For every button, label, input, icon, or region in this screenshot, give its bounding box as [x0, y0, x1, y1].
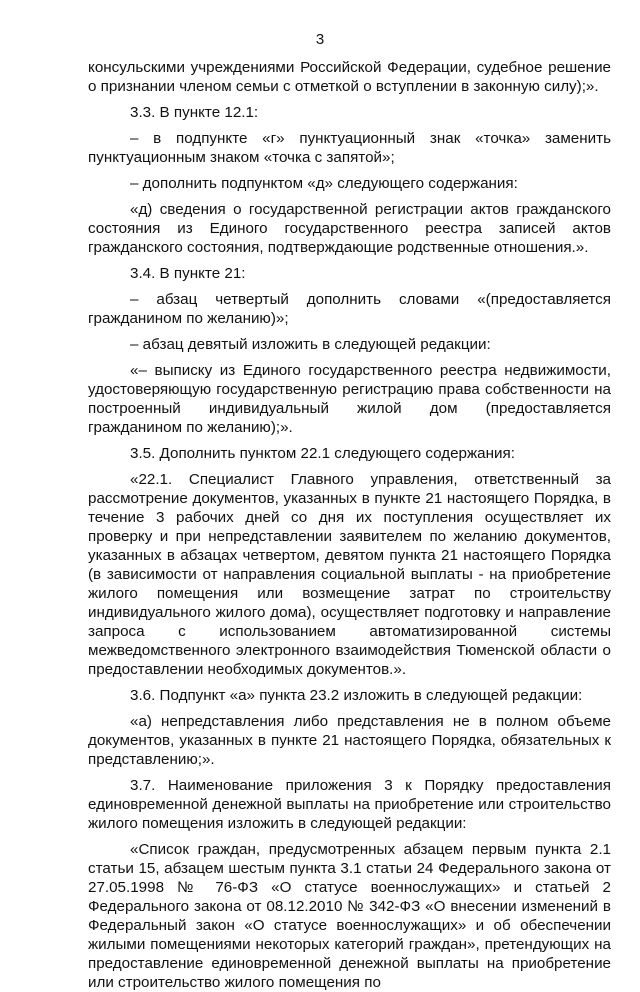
paragraph: 3.5. Дополнить пунктом 22.1 следующего содержания:: [130, 445, 515, 462]
paragraph: – в подпункте «г» пунктуационный знак «точка» заменить пунктуационным знаком «точка с запятой»;: [88, 130, 611, 166]
document-body: [88, 58, 611, 992]
paragraph: 3.3. В пункте 12.1:: [130, 104, 259, 121]
paragraph: 3.6. Подпункт «а» пункта 23.2 изложить в следующей редакции:: [130, 687, 583, 704]
paragraph: – абзац девятый изложить в следующей редакции:: [130, 336, 491, 353]
paragraph: «д) сведения о государственной регистрации актов гражданского состояния из Единого государственного реестра записей актов гражданского состояния, подтверждающие родственные отношения.».: [88, 201, 611, 256]
paragraph: – абзац четвертый дополнить словами «(предоставляется гражданином по желанию)»;: [88, 291, 611, 327]
paragraph: 3.7. Наименование приложения 3 к Порядку предоставления единовременной денежной выплаты на приобретение или строительство жилого помещения изложить в следующей редакции:: [88, 777, 611, 832]
paragraph: «Список граждан, предусмотренных абзацем первым пункта 2.1 статьи 15, абзацем шестым пункта 3.1 статьи 24 Федерального закона от 27.05.1998 № 76-ФЗ «О статусе военнослужащих» и статьей 2 Федерального закона от 08.12.2010 № 342-ФЗ «О внесении изменений в Федеральный закон «О статусе военнослужащих» и об обеспечении жилыми помещениями некоторых категорий граждан», претендующих на предоставление единовременной денежной выплаты на приобретение или строительство жилого помещения по: [88, 841, 611, 991]
page-number: 3: [315, 31, 325, 48]
paragraph: «22.1. Специалист Главного управления, ответственный за рассмотрение документов, указанных в пункте 21 настоящего Порядка, в течение 3 рабочих дней со дня их поступления осуществляет их проверку и при непредставлении заявителем по желанию документов, указанных в абзацах четвертом, девятом пункта 21 настоящего Порядка (в зависимости от направления социальной выплаты - на приобретение жилого помещения или возмещение затрат по строительству индивидуального жилого дома), осуществляет подготовку и направление запроса с использованием автоматизированной системы межведомственного электронного взаимодействия Тюменской области о предоставлении необходимых документов.».: [88, 471, 611, 678]
paragraph: – дополнить подпунктом «д» следующего содержания:: [130, 175, 518, 192]
paragraph: «– выписку из Единого государственного реестра недвижимости, удостоверяющую государственную регистрацию права собственности на построенный индивидуальный жилой дом (предоставляется гражданином по желанию);».: [88, 362, 611, 436]
paragraph: «а) непредставления либо представления не в полном объеме документов, указанных в пункте 21 настоящего Порядка, обязательных к представлению;».: [88, 713, 611, 768]
paragraph: консульскими учреждениями Российской Федерации, судебное решение о признании членом семьи с отметкой о вступлении в законную силу);».: [88, 59, 611, 95]
paragraph: 3.4. В пункте 21:: [130, 265, 246, 282]
